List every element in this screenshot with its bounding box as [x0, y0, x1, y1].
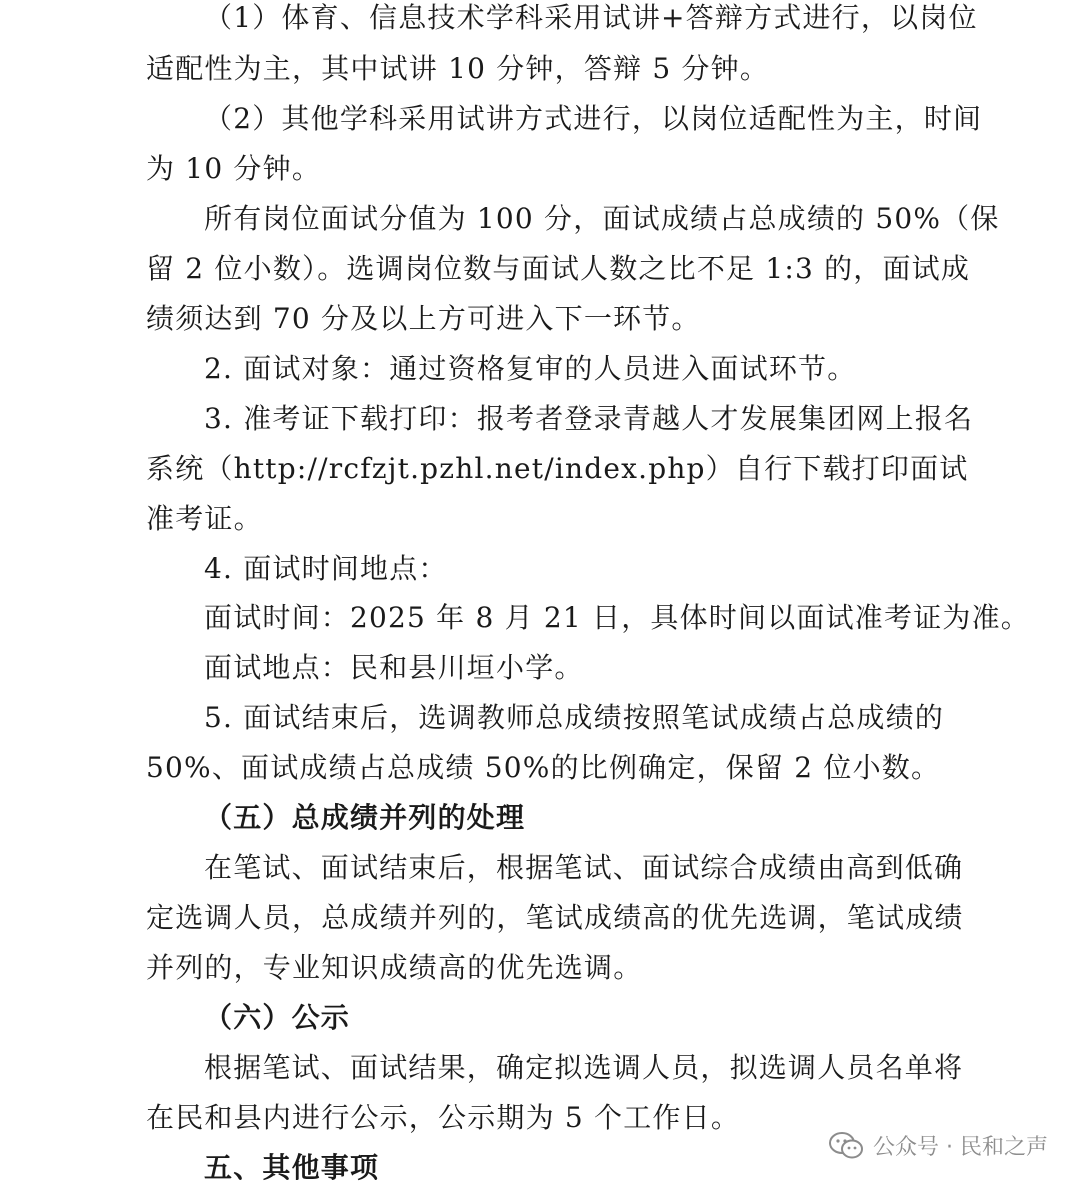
paragraph-line: 并列的，专业知识成绩高的优先选调。 — [146, 951, 643, 984]
paragraph-line: 面试时间：2025 年 8 月 21 日，具体时间以面试准考证为准。 — [204, 601, 1031, 634]
paragraph-line: 5. 面试结束后，选调教师总成绩按照笔试成绩占总成绩的 — [204, 701, 945, 734]
section-heading: （五）总成绩并列的处理 — [204, 801, 526, 834]
paragraph-line: 准考证。 — [146, 502, 263, 535]
paragraph-line: 所有岗位面试分值为 100 分，面试成绩占总成绩的 50%（保 — [204, 202, 1000, 235]
section-heading: 五、其他事项 — [204, 1151, 380, 1184]
paragraph-line: 绩须达到 70 分及以上方可进入下一环节。 — [146, 302, 701, 335]
wechat-icon — [829, 1132, 863, 1160]
paragraph-line: 留 2 位小数）。选调岗位数与面试人数之比不足 1:3 的，面试成 — [146, 252, 971, 285]
paragraph-line: （2）其他学科采用试讲方式进行，以岗位适配性为主，时间 — [204, 102, 983, 135]
paragraph-line: 50%、面试成绩占总成绩 50%的比例确定，保留 2 位小数。 — [146, 751, 941, 784]
paragraph-line: 在民和县内进行公示，公示期为 5 个工作日。 — [146, 1101, 741, 1134]
paragraph-line: 3. 准考证下载打印：报考者登录青越人才发展集团网上报名 — [204, 402, 974, 435]
paragraph-line: 4. 面试时间地点： — [204, 552, 448, 585]
wechat-watermark — [829, 1130, 1048, 1161]
watermark-text: 公众号 · 民和之声 — [873, 1135, 1048, 1160]
paragraph-line: 定选调人员，总成绩并列的，笔试成绩高的优先选调，笔试成绩 — [146, 901, 964, 934]
paragraph-line: 根据笔试、面试结果，确定拟选调人员，拟选调人员名单将 — [204, 1051, 964, 1084]
paragraph-line: 为 10 分钟。 — [146, 152, 322, 185]
paragraph-line: 面试地点：民和县川垣小学。 — [204, 651, 584, 684]
paragraph-line: 适配性为主，其中试讲 10 分钟，答辩 5 分钟。 — [146, 52, 770, 85]
paragraph-line: 在笔试、面试结束后，根据笔试、面试综合成绩由高到低确 — [204, 851, 964, 884]
paragraph-line: 系统（http://rcfzjt.pzhl.net/index.php）自行下载打印面试 — [146, 452, 969, 485]
section-heading: （六）公示 — [204, 1001, 351, 1034]
paragraph-line: 2. 面试对象：通过资格复审的人员进入面试环节。 — [204, 352, 857, 385]
paragraph-line: （1）体育、信息技术学科采用试讲+答辩方式进行，以岗位 — [204, 1, 978, 34]
